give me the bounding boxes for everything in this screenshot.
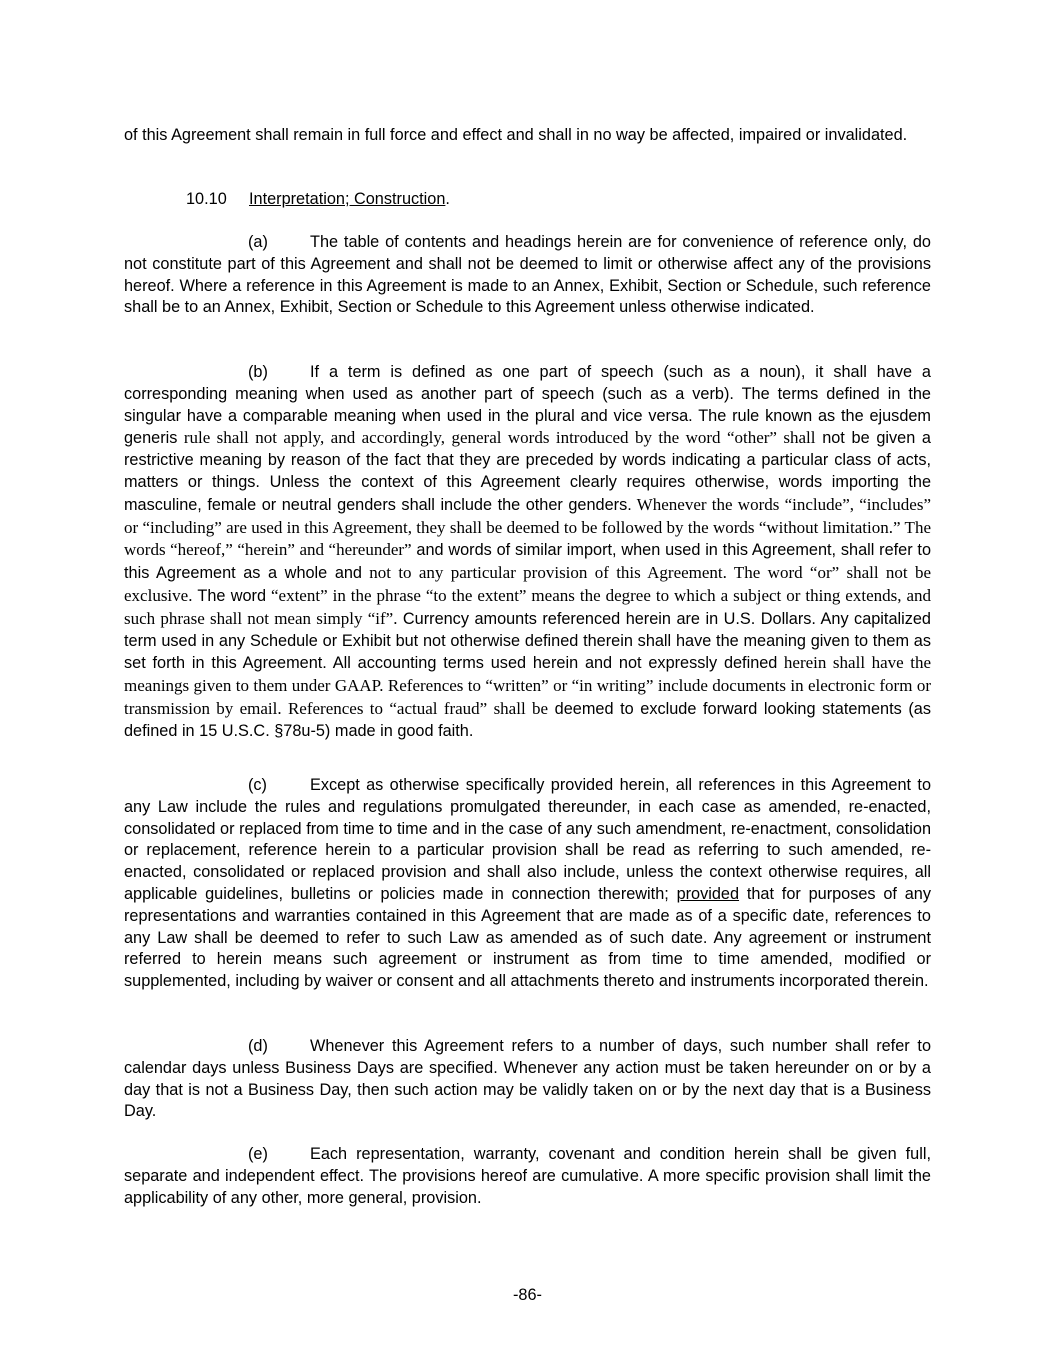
clause-d-label: (d) — [248, 1037, 268, 1055]
clause-b-text-7: The word — [192, 586, 267, 605]
clause-e-label: (e) — [248, 1145, 268, 1163]
clause-c-text-after: that for purposes of any representations and warranties contained in this Agreement that are made as of a specific date, references to any Law shall be deemed to refer to such Law as amended as of such date. Any agreement or instrument referred to herein means such agreement or instrument as from time to time amended, modified or supplemented, including by waiver or consent and all attachments thereto and instruments incorporated therein. — [124, 884, 931, 991]
clause-c-text-before: Except as otherwise specifically provided herein, all references in this Agreement to any Law include the rules and regulations promulgated thereunder, in each case as amended, re-enacted, consolidated or replaced from time to time and in the case of any such amendment, re-enactment, consolidation or replacement, reference herein to a particular provision shall be read as referring to such amended, re-enacted, consolidated or replaced provision and shall also include, unless the context otherwise requires, all applicable guidelines, bulletins or policies made in connection therewith; — [124, 776, 931, 903]
clause-b-text-9: Currency amounts referenced herein are in U.S. Dollars. Any capitalized term used in any Schedule or Exhibit but not otherwise defined therein shall have the meaning given to them as set forth in this Agreement. All accounting terms used herein and not expressly defined — [124, 609, 931, 673]
section-title: Interpretation; Construction — [249, 190, 446, 208]
section-heading — [186, 189, 450, 211]
clause-b-text-3: not be given a restrictive meaning by reason of the fact that they are preceded by words indicating a particular class of acts, matters or things. Unless the context of this Agreement clearly requires otherwise, words importing the masculine, female or neutral genders shall include the other genders. — [124, 429, 931, 514]
section-number: 10.10 — [186, 190, 227, 208]
clause-b-text-11: deemed to exclude forward looking statements (as defined in 15 U.S.C. §78u-5) made in good faith. — [124, 699, 931, 740]
clause-a-label: (a) — [248, 233, 268, 251]
clause-d — [124, 1036, 931, 1123]
clause-c — [124, 775, 931, 993]
clause-b — [124, 362, 931, 743]
clause-a — [124, 232, 931, 319]
clause-b-text-2: rule shall not apply, and accordingly, general words introduced by the word “other” shall — [177, 428, 816, 448]
clause-b-text-10: herein shall have the meanings given to them under GAAP. References to “written” or “in writing” include documents in electronic form or transmission by email. References to “actual fraud” shall be — [124, 653, 931, 718]
clause-b-text-5: and words of similar import, when used in this Agreement, shall refer to this Agreement as a whole and — [124, 541, 932, 583]
clause-c-provided: provided — [676, 884, 740, 903]
clause-b-label: (b) — [248, 363, 268, 381]
clause-e-text: Each representation, warranty, covenant and condition herein shall be given full, separate and independent effect. The provisions hereof are cumulative. A more specific provision shall limit the applicability of any other, more general, provision. — [124, 1145, 931, 1207]
clause-e — [124, 1144, 931, 1209]
page-number: -86- — [513, 1286, 542, 1304]
clause-b-text-1: If a term is defined as one part of speech (such as a noun), it shall have a corresponding meaning when used as another part of speech (such as a verb). The terms defined in the singular have a comparable meaning when used in the plural and vice versa. The rule known as the ejusdem generis — [124, 363, 931, 448]
clause-c-label: (c) — [248, 776, 267, 794]
clause-b-text-8: “extent” in the phrase “to the extent” means the degree to which a subject or thing extends, and such phrase shall not mean simply “if”. — [124, 585, 931, 628]
continuation-text: of this Agreement shall remain in full force and effect and shall in no way be affected, impaired or invalidated. — [124, 126, 908, 144]
clause-b-text-6: not to any particular provision of this Agreement. The word “or” shall not be exclusive. — [124, 563, 931, 605]
section-title-punct: . — [445, 190, 450, 208]
continuation-paragraph — [124, 125, 931, 147]
clause-d-text: Whenever this Agreement refers to a number of days, such number shall refer to calendar days unless Business Days are specified. Whenever any action must be taken hereunder on or by a day that is not a Business Day, then such action may be validly taken on or by the next day that is a Business Day. — [124, 1037, 931, 1121]
clause-b-text-4: Whenever the words “include”, “includes” or “including” are used in this Agreement, they shall be deemed to be followed by the words “without limitation.” The words “hereof,” “herein” and “hereunder” — [124, 494, 931, 560]
clause-a-text: The table of contents and headings herein are for convenience of reference only, do not constitute part of this Agreement and shall not be deemed to limit or otherwise affect any of the provisions hereof. Where a reference in this Agreement is made to an Annex, Exhibit, Section or Schedule, such reference shall be to an Annex, Exhibit, Section or Schedule to this Agreement unless otherwise indicated. — [124, 233, 931, 317]
